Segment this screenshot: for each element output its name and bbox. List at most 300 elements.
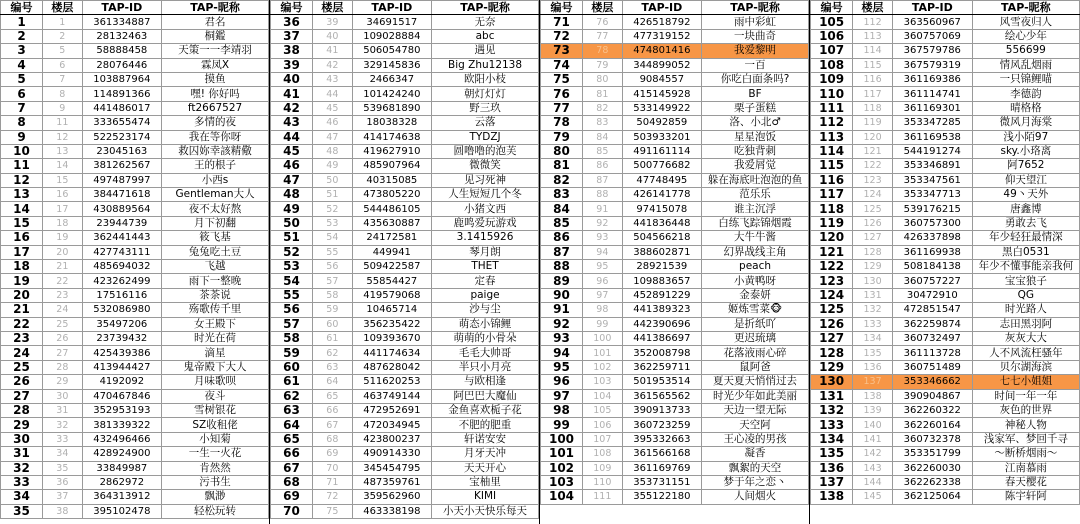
row-number: 50	[271, 216, 313, 230]
table-row	[541, 173, 809, 187]
floor-number: 53	[313, 216, 353, 230]
table-row	[811, 432, 1080, 446]
floor-number: 85	[583, 144, 623, 158]
tap-nickname: 茶茶说	[162, 288, 269, 302]
floor-number: 144	[853, 475, 893, 489]
table-row	[271, 418, 539, 432]
row-number: 48	[271, 188, 313, 202]
floor-number: 12	[43, 130, 83, 144]
table-row	[1, 375, 269, 389]
table-row	[811, 58, 1080, 72]
row-number: 114	[811, 144, 853, 158]
floor-number: 83	[583, 116, 623, 130]
tap-id: 511620253	[352, 375, 431, 389]
tap-id: 103887964	[82, 72, 161, 86]
floor-number: 38	[43, 504, 83, 518]
floor-number: 23	[43, 288, 83, 302]
tap-id: 472034945	[352, 418, 431, 432]
table-row	[1, 231, 269, 245]
row-number: 33	[1, 475, 43, 489]
tap-nickname: 嘿! 你好吗	[162, 87, 269, 101]
tap-id: 58888458	[82, 44, 161, 58]
header-tap: TAP-ID	[82, 1, 161, 15]
floor-number: 64	[313, 375, 353, 389]
row-number: 97	[541, 389, 583, 403]
tap-nickname: 萌萌的小骨朵	[432, 331, 539, 345]
floor-number: 11	[43, 116, 83, 130]
row-number: 104	[541, 490, 583, 504]
tap-nickname: 飘絮的天空	[702, 461, 809, 475]
floor-number: 56	[313, 260, 353, 274]
floor-number: 67	[313, 418, 353, 432]
tap-nickname: 琴月朗	[432, 245, 539, 259]
tap-id: 390913733	[622, 403, 701, 417]
tap-nickname: 筱飞基	[162, 231, 269, 245]
row-number: 125	[811, 303, 853, 317]
tap-nickname: 女王殿下	[162, 317, 269, 331]
floor-number: 65	[313, 389, 353, 403]
floor-number: 72	[313, 490, 353, 504]
row-number: 55	[271, 288, 313, 302]
tap-id: 441386697	[622, 331, 701, 345]
table-row	[541, 231, 809, 245]
floor-number: 2	[43, 29, 83, 43]
floor-number: 42	[313, 58, 353, 72]
table-row	[541, 15, 809, 29]
tap-id: 17516116	[82, 288, 161, 302]
tap-nickname: 殇歌传千里	[162, 303, 269, 317]
table-row	[811, 29, 1080, 43]
table-row	[271, 346, 539, 360]
header-nick: TAP-昵称	[162, 1, 269, 15]
row-number: 11	[1, 159, 43, 173]
table-row	[1, 346, 269, 360]
row-number: 91	[541, 303, 583, 317]
tap-nickname: 天策一一李靖羽	[162, 44, 269, 58]
tap-nickname: peach	[702, 260, 809, 274]
header-tap: TAP-ID	[892, 1, 972, 15]
tap-id: 35497206	[82, 317, 161, 331]
tap-nickname: 欧阳小枝	[432, 72, 539, 86]
tap-nickname: 雨中彩虹	[702, 15, 809, 29]
table-row	[271, 29, 539, 43]
table-row	[1, 15, 269, 29]
row-number: 69	[271, 490, 313, 504]
tap-id: 508184138	[892, 260, 972, 274]
table-row	[811, 130, 1080, 144]
header-num: 编号	[541, 1, 583, 15]
tap-id: 344899052	[622, 58, 701, 72]
row-number: 40	[271, 72, 313, 86]
tap-id: 367579319	[892, 58, 972, 72]
table-row	[811, 231, 1080, 245]
floor-number: 141	[853, 432, 893, 446]
table-row	[811, 274, 1080, 288]
table-row	[541, 375, 809, 389]
floor-number: 84	[583, 130, 623, 144]
tap-nickname: 月牙天冲	[432, 447, 539, 461]
tap-nickname: 灰色的世界	[972, 403, 1079, 417]
tap-id: 485907964	[352, 159, 431, 173]
tap-nickname: 多情的夜	[162, 116, 269, 130]
row-number: 26	[1, 375, 43, 389]
floor-number: 102	[583, 360, 623, 374]
table-row	[811, 346, 1080, 360]
tap-nickname: 勇敢去飞	[972, 216, 1079, 230]
table-row	[271, 432, 539, 446]
floor-number: 100	[583, 331, 623, 345]
tap-id: 47748495	[622, 173, 701, 187]
floor-number: 125	[853, 202, 893, 216]
floor-number: 92	[583, 216, 623, 230]
floor-number: 135	[853, 346, 893, 360]
tap-nickname: 志田黑羽阿	[972, 317, 1079, 331]
tap-nickname: THET	[432, 260, 539, 274]
row-number: 73	[541, 44, 583, 58]
tap-id: 352008798	[622, 346, 701, 360]
table-row	[271, 475, 539, 489]
floor-number: 105	[583, 403, 623, 417]
floor-number: 136	[853, 360, 893, 374]
tap-id: 503933201	[622, 130, 701, 144]
tap-id: 361114741	[892, 87, 972, 101]
row-number: 20	[1, 288, 43, 302]
tap-id: 114891366	[82, 87, 161, 101]
tap-id: 2466347	[352, 72, 431, 86]
table-block	[270, 0, 540, 524]
floor-number: 107	[583, 432, 623, 446]
tap-id: 40315085	[352, 173, 431, 187]
table-row	[1, 101, 269, 115]
tap-id: 361565562	[622, 389, 701, 403]
tap-id: 356235422	[352, 317, 431, 331]
table-row	[1, 274, 269, 288]
floor-number: 59	[313, 303, 353, 317]
tap-id: 109028884	[352, 29, 431, 43]
row-number: 31	[1, 447, 43, 461]
table-row	[541, 202, 809, 216]
table-row	[811, 72, 1080, 86]
row-number: 77	[541, 101, 583, 115]
row-number: 136	[811, 461, 853, 475]
tap-nickname: 浅小陌97	[972, 130, 1079, 144]
tap-id: 23045163	[82, 144, 161, 158]
tap-nickname: 王心凌的男孩	[702, 432, 809, 446]
tap-id: 23944739	[82, 216, 161, 230]
row-number: 130	[811, 375, 853, 389]
table-row	[541, 101, 809, 115]
floor-number: 43	[313, 72, 353, 86]
table-row	[811, 260, 1080, 274]
floor-number: 117	[853, 87, 893, 101]
header-floor: 楼层	[583, 1, 623, 15]
tap-id: 423800237	[352, 432, 431, 446]
row-number: 74	[541, 58, 583, 72]
tap-nickname: 七七小姐姐	[972, 375, 1079, 389]
tap-nickname: 贝尔湖海滨	[972, 360, 1079, 374]
row-number: 56	[271, 303, 313, 317]
tap-nickname: 唐鑫博	[972, 202, 1079, 216]
floor-number: 68	[313, 432, 353, 446]
tap-id: 30472910	[892, 288, 972, 302]
table-row	[271, 274, 539, 288]
tap-nickname: 绘心少年	[972, 29, 1079, 43]
row-number: 67	[271, 461, 313, 475]
tap-nickname: 洛、小北♂	[702, 116, 809, 130]
floor-number: 7	[43, 72, 83, 86]
tap-nickname: 是折纸吖	[702, 317, 809, 331]
table-block	[540, 0, 810, 524]
table-row	[541, 360, 809, 374]
tap-id: 390904867	[892, 389, 972, 403]
tap-nickname: 时光路人	[972, 303, 1079, 317]
tap-nickname: 江南慕雨	[972, 461, 1079, 475]
row-number: 121	[811, 245, 853, 259]
table-row	[271, 87, 539, 101]
row-number: 134	[811, 432, 853, 446]
tap-nickname: 陈宇轩阿	[972, 490, 1079, 504]
row-number: 28	[1, 403, 43, 417]
tap-nickname: 人生短短几个冬	[432, 188, 539, 202]
table-row	[1, 360, 269, 374]
table-row	[811, 303, 1080, 317]
tap-id: 441174634	[352, 346, 431, 360]
tap-id: 413944427	[82, 360, 161, 374]
table-row	[1, 418, 269, 432]
row-number: 118	[811, 202, 853, 216]
data-table	[810, 0, 1080, 505]
row-number: 41	[271, 87, 313, 101]
row-number: 36	[271, 15, 313, 29]
tap-nickname: 一百	[702, 58, 809, 72]
table-row	[811, 144, 1080, 158]
table-row	[811, 44, 1080, 58]
tap-nickname: 夏天夏天悄悄过去	[702, 375, 809, 389]
tap-id: 427743111	[82, 245, 161, 259]
table-row	[811, 288, 1080, 302]
floor-number: 75	[313, 504, 353, 518]
table-row	[1, 29, 269, 43]
table-row	[271, 15, 539, 29]
tap-nickname: 救囚妳幸該精儆	[162, 144, 269, 158]
tap-nickname: 萌态小锦鲤	[432, 317, 539, 331]
row-number: 109	[811, 72, 853, 86]
tap-nickname: 年少轻狂最情深	[972, 231, 1079, 245]
row-number: 1	[1, 15, 43, 29]
floor-number: 15	[43, 173, 83, 187]
floor-number: 9	[43, 101, 83, 115]
floor-number: 93	[583, 231, 623, 245]
floor-number: 27	[43, 346, 83, 360]
row-number: 62	[271, 389, 313, 403]
floor-number: 25	[43, 317, 83, 331]
table-row	[271, 288, 539, 302]
tap-nickname: 姬炼雪菜🐵	[702, 303, 809, 317]
table-row	[1, 403, 269, 417]
table-row	[541, 72, 809, 86]
floor-number: 40	[313, 29, 353, 43]
tap-id: 470467846	[82, 389, 161, 403]
tap-nickname: 月下初翻	[162, 216, 269, 230]
row-number: 2	[1, 29, 43, 43]
table-row	[271, 173, 539, 187]
tap-nickname: KIMI	[432, 490, 539, 504]
tap-id: 501953514	[622, 375, 701, 389]
floor-number: 96	[583, 274, 623, 288]
floor-number: 80	[583, 72, 623, 86]
tap-id: 381339322	[82, 418, 161, 432]
table-row	[541, 461, 809, 475]
floor-number: 21	[43, 260, 83, 274]
table-row	[811, 188, 1080, 202]
tap-id: 34691517	[352, 15, 431, 29]
tap-id: 50492859	[622, 116, 701, 130]
tap-id: 362262338	[892, 475, 972, 489]
floor-number: 97	[583, 288, 623, 302]
data-table	[0, 0, 269, 519]
header-num: 编号	[811, 1, 853, 15]
tap-id: 477319152	[622, 29, 701, 43]
tap-nickname: 小知菊	[162, 432, 269, 446]
table-row	[541, 260, 809, 274]
row-number: 32	[1, 461, 43, 475]
row-number: 57	[271, 317, 313, 331]
floor-number: 130	[853, 274, 893, 288]
header-num: 编号	[1, 1, 43, 15]
row-number: 87	[541, 245, 583, 259]
table-row	[1, 490, 269, 504]
row-number: 86	[541, 231, 583, 245]
table-row	[271, 317, 539, 331]
tap-nickname: QG	[972, 288, 1079, 302]
tap-id: 367579786	[892, 44, 972, 58]
table-row	[271, 504, 539, 518]
table-row	[541, 288, 809, 302]
tap-nickname: 月味歌呗	[162, 375, 269, 389]
table-row	[541, 447, 809, 461]
tap-nickname: 更迟琉璃	[702, 331, 809, 345]
row-number: 19	[1, 274, 43, 288]
header-tap: TAP-ID	[352, 1, 431, 15]
tap-id: 425439386	[82, 346, 161, 360]
tap-nickname: 49丶天外	[972, 188, 1079, 202]
table-row	[541, 389, 809, 403]
floor-number: 20	[43, 245, 83, 259]
row-number: 123	[811, 274, 853, 288]
tap-nickname: 浅家军、梦回千寻	[972, 432, 1079, 446]
tap-id: 362125064	[892, 490, 972, 504]
row-number: 12	[1, 173, 43, 187]
tap-id: 449941	[352, 245, 431, 259]
floor-number: 30	[43, 389, 83, 403]
table-row	[811, 216, 1080, 230]
table-row	[1, 245, 269, 259]
tap-id: 361566168	[622, 447, 701, 461]
tap-id: 18038328	[352, 116, 431, 130]
row-number: 13	[1, 188, 43, 202]
table-row	[1, 303, 269, 317]
tap-nickname: 躲在海底吐泡泡的鱼	[702, 173, 809, 187]
row-number: 94	[541, 346, 583, 360]
tap-id: 539681890	[352, 101, 431, 115]
tap-nickname: 阿巴巴大魔仙	[432, 389, 539, 403]
floor-number: 52	[313, 202, 353, 216]
floor-number: 49	[313, 159, 353, 173]
floor-number: 62	[313, 346, 353, 360]
tap-nickname: 你吃白面条吗?	[702, 72, 809, 86]
table-row	[271, 303, 539, 317]
tap-id: 360757227	[892, 274, 972, 288]
tap-nickname: 556699	[972, 44, 1079, 58]
table-row	[271, 360, 539, 374]
floor-number: 54	[313, 231, 353, 245]
floor-number: 123	[853, 173, 893, 187]
row-number: 102	[541, 461, 583, 475]
table-row	[271, 202, 539, 216]
floor-number: 66	[313, 403, 353, 417]
row-number: 129	[811, 360, 853, 374]
floor-number: 51	[313, 188, 353, 202]
floor-number: 57	[313, 274, 353, 288]
tap-id: 353346891	[892, 159, 972, 173]
tap-id: 361169301	[892, 101, 972, 115]
table-row	[541, 475, 809, 489]
table-row	[1, 188, 269, 202]
table-row	[1, 260, 269, 274]
tap-nickname: 桐鑑	[162, 29, 269, 43]
floor-number: 114	[853, 44, 893, 58]
table-row	[811, 461, 1080, 475]
tap-nickname: 金泰妍	[702, 288, 809, 302]
tap-id: 361113728	[892, 346, 972, 360]
tap-nickname: 我爱屑觉	[702, 159, 809, 173]
tap-id: 522523174	[82, 130, 161, 144]
table-row	[1, 173, 269, 187]
header-tap: TAP-ID	[622, 1, 701, 15]
table-row	[271, 159, 539, 173]
floor-number: 24	[43, 303, 83, 317]
tap-nickname: 一块曲奇	[702, 29, 809, 43]
row-number: 22	[1, 317, 43, 331]
row-number: 98	[541, 403, 583, 417]
tap-id: 474801416	[622, 44, 701, 58]
row-number: 111	[811, 101, 853, 115]
table-row	[541, 331, 809, 345]
tap-nickname: 鼠阿爸	[702, 360, 809, 374]
tap-nickname: 花落液雨心碎	[702, 346, 809, 360]
table-row	[811, 202, 1080, 216]
tap-id: 353347561	[892, 173, 972, 187]
tap-nickname: 雨下一整晚	[162, 274, 269, 288]
row-number: 65	[271, 432, 313, 446]
data-table	[540, 0, 809, 505]
floor-number: 86	[583, 159, 623, 173]
header-row	[541, 1, 809, 15]
tap-id: 435630887	[352, 216, 431, 230]
tap-nickname: 小天小天快乐每天	[432, 504, 539, 518]
floor-number: 140	[853, 418, 893, 432]
row-number: 92	[541, 317, 583, 331]
floor-number: 63	[313, 360, 353, 374]
row-number: 51	[271, 231, 313, 245]
table-row	[811, 101, 1080, 115]
table-row	[1, 72, 269, 86]
table-row	[1, 288, 269, 302]
floor-number: 119	[853, 116, 893, 130]
floor-number: 1	[43, 15, 83, 29]
tap-nickname: 阿7652	[972, 159, 1079, 173]
tap-nickname: 宝柚里	[432, 475, 539, 489]
